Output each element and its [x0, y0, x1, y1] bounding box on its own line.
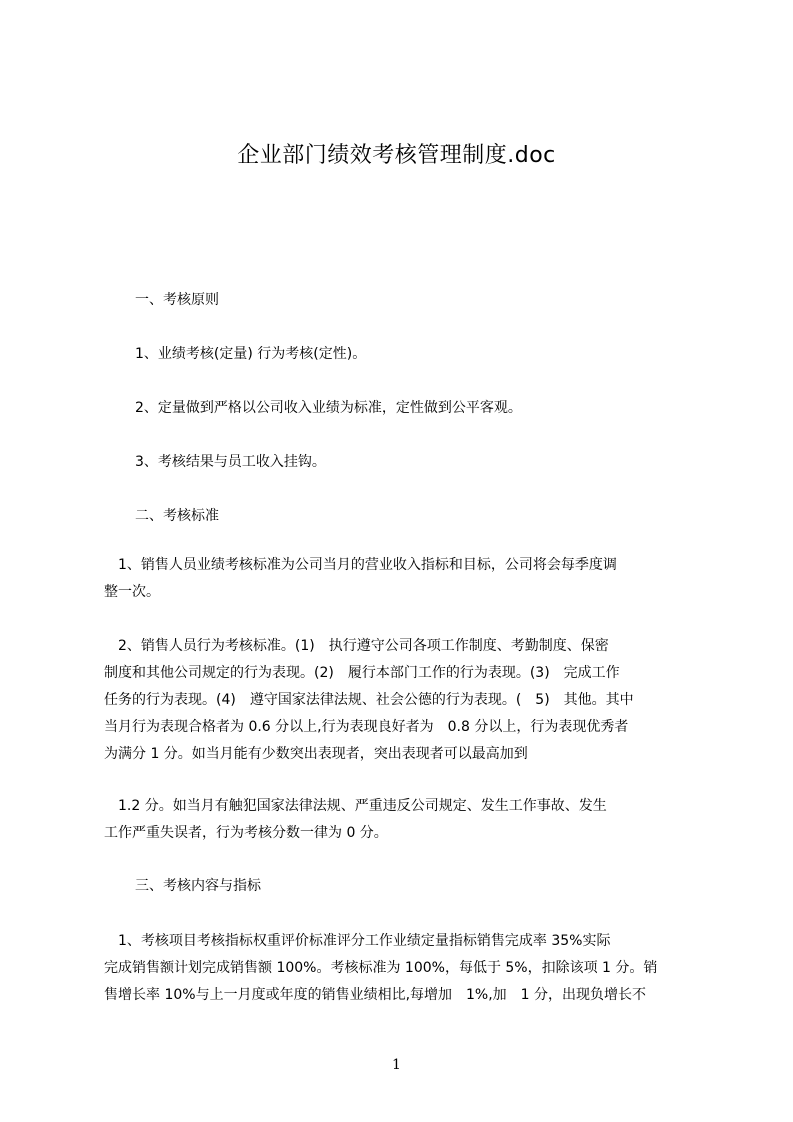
document-title: 企业部门绩效考核管理制度.doc: [237, 143, 556, 168]
content-paragraph-1: [104, 928, 694, 1009]
paragraph-line: 任务的行为表现。(4) 遵守国家法律法规、社会公德的行为表现。( 5) 其他。其中: [104, 692, 634, 708]
principle-item-3: 3、考核结果与员工收入挂钩。: [135, 454, 326, 470]
principle-item-1: 1、业绩考核(定量) 行为考核(定性)。: [135, 346, 367, 362]
paragraph-line: 当月行为表现合格者为 0.6 分以上,行为表现良好者为 0.8 分以上，行为表现优秀者: [104, 719, 629, 735]
section-heading-standards: 二、考核标准: [135, 508, 219, 524]
paragraph-line: 工作严重失误者，行为考核分数一律为 0 分。: [104, 825, 388, 841]
section-heading-content: 三、考核内容与指标: [135, 878, 261, 894]
page-number: 1: [392, 1057, 401, 1073]
principle-item-2: 2、定量做到严格以公司收入业绩为标准，定性做到公平客观。: [135, 400, 522, 416]
paragraph-line: 2、销售人员行为考核标准。(1) 执行遵守公司各项工作制度、考勤制度、保密: [104, 638, 609, 654]
paragraph-line: 售增长率 10%与上一月度或年度的销售业绩相比,每增加 1%,加 1 分，出现负增长不: [104, 987, 647, 1003]
standards-paragraph-1: [104, 552, 694, 606]
paragraph-line: 整一次。: [104, 584, 160, 600]
paragraph-line: 完成销售额计划完成销售额 100%。考核标准为 100%，每低于 5%，扣除该项 1 分。销: [104, 960, 658, 976]
paragraph-line: 1、考核项目考核指标权重评价标准评分工作业绩定量指标销售完成率 35%实际: [104, 933, 611, 949]
paragraph-line: 1、销售人员业绩考核标准为公司当月的营业收入指标和目标，公司将会每季度调: [104, 557, 617, 573]
paragraph-line: 为满分 1 分。如当月能有少数突出表现者，突出表现者可以最高加到: [104, 746, 528, 762]
standards-paragraph-3: [104, 793, 694, 847]
section-heading-principles: 一、考核原则: [135, 292, 219, 308]
standards-paragraph-2: [104, 633, 694, 768]
paragraph-line: 1.2 分。如当月有触犯国家法律法规、严重违反公司规定、发生工作事故、发生: [104, 798, 607, 814]
paragraph-line: 制度和其他公司规定的行为表现。(2) 履行本部门工作的行为表现。(3) 完成工作: [104, 665, 620, 681]
